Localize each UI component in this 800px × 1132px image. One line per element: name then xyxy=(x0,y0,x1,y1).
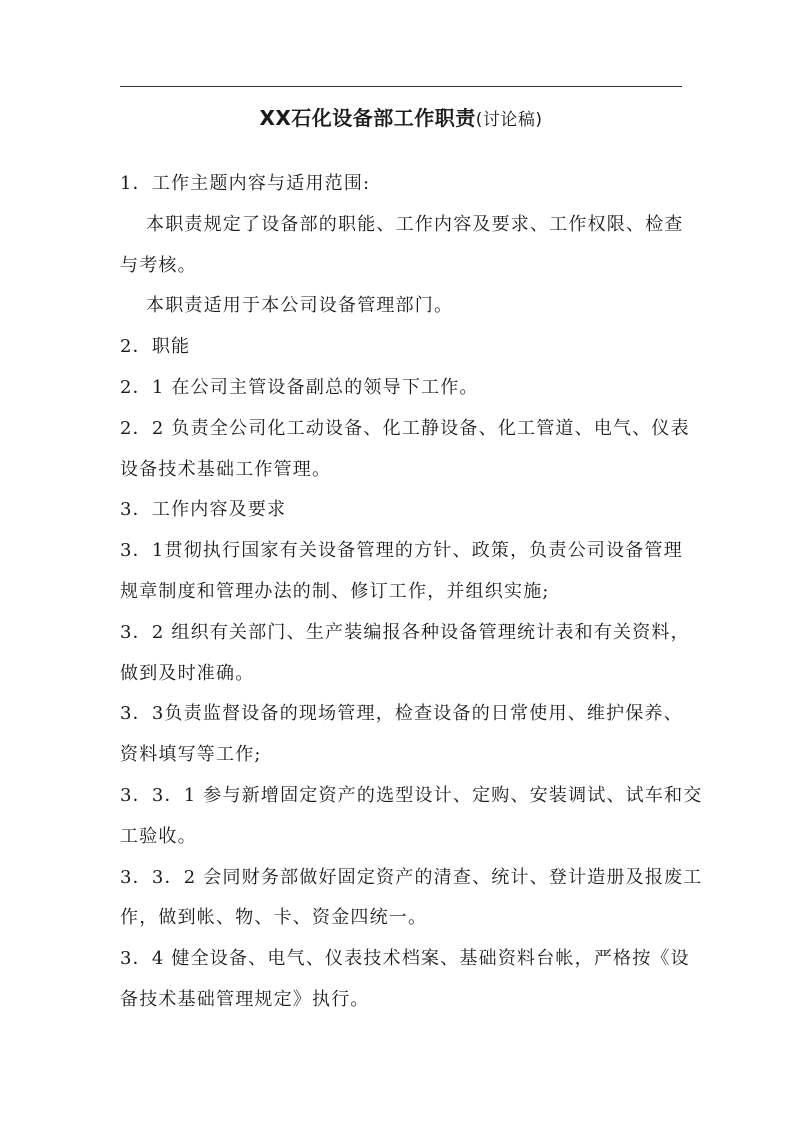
body-line: 与考核。 xyxy=(120,254,197,276)
body-line: 本职责适用于本公司设备管理部门。 xyxy=(146,295,454,317)
body-line: 3．4 健全设备、电气、仪表技术档案、基础资料台帐，严格按《设 xyxy=(120,948,690,970)
body-line: 资料填写等工作; xyxy=(120,744,262,766)
body-line: 做到及时准确。 xyxy=(120,662,255,684)
document-body xyxy=(120,164,703,1021)
body-line: 设备技术基础工作管理。 xyxy=(120,458,332,480)
body-line: 2．1 在公司主管设备副总的领导下工作。 xyxy=(120,376,479,398)
section-heading: 3．工作内容及要求 xyxy=(120,499,287,521)
title-main: XX石化设备部工作职责 xyxy=(259,106,476,130)
body-line: 规章制度和管理办法的制、修订工作，并组织实施; xyxy=(120,580,550,602)
body-line: 3．2 组织有关部门、生产装编报各种设备管理统计表和有关资料， xyxy=(120,621,690,643)
body-line: 3．3负责监督设备的现场管理，检查设备的日常使用、维护保养、 xyxy=(120,703,683,725)
body-line: 作，做到帐、物、卡、资金四统一。 xyxy=(120,907,428,929)
body-line: 3．3．1 参与新增固定资产的选型设计、定购、安装调试、试车和交 xyxy=(120,784,703,806)
body-line: 备技术基础管理规定》执行。 xyxy=(120,988,370,1010)
title-note: (讨论稿) xyxy=(475,110,543,130)
body-line: 2．2 负责全公司化工动设备、化工静设备、化工管道、电气、仪表 xyxy=(120,417,690,439)
section-heading: 2．职能 xyxy=(120,336,191,358)
body-line: 本职责规定了设备部的职能、工作内容及要求、工作权限、检查 xyxy=(146,213,684,235)
body-line: 3．3．2 会同财务部做好固定资产的清查、统计、登计造册及报废工 xyxy=(120,866,703,888)
header-rule xyxy=(120,86,682,87)
body-line: 1．工作主题内容与适用范围: xyxy=(120,173,371,194)
document-title xyxy=(120,104,682,134)
body-line: 工验收。 xyxy=(120,825,197,847)
body-line: 3．1贯彻执行国家有关设备管理的方针、政策，负责公司设备管理 xyxy=(120,540,683,562)
